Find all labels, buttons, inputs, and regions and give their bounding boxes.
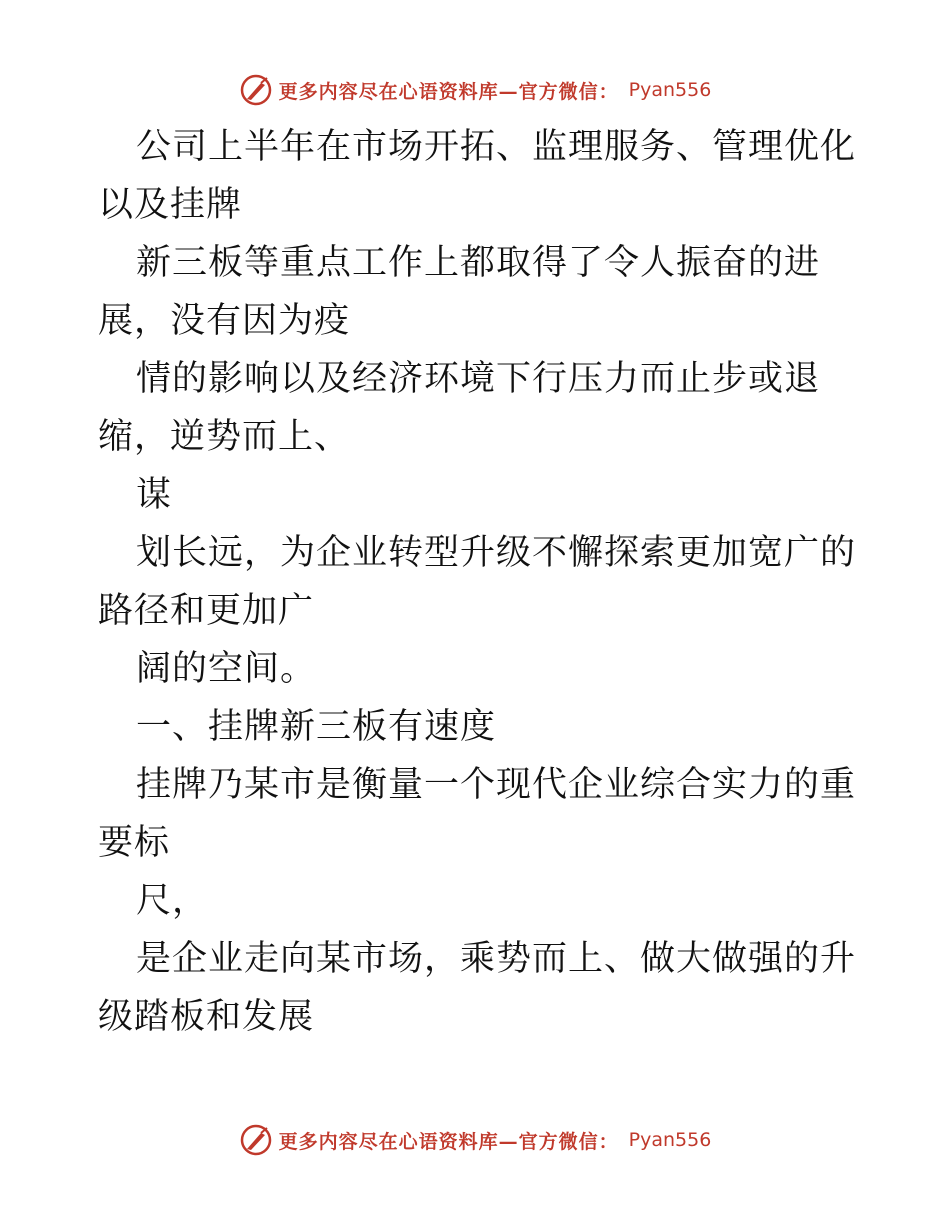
footer-watermark-banner (0, 1120, 950, 1160)
paragraph: 新三板等重点工作上都取得了令人振奋的进展，没有因为疫 (98, 243, 821, 341)
paragraph: 划长远，为企业转型升级不懈探索更加宽广的路径和更加广 (98, 533, 857, 631)
paragraph: 情的影响以及经济环境下行压力而止步或退缩，逆势而上、 (98, 359, 821, 457)
header-watermark-banner (0, 70, 950, 110)
section-heading: 一、挂牌新三板有速度 (136, 707, 497, 747)
paragraph: 公司上半年在市场开拓、监理服务、管理优化以及挂牌 (98, 127, 857, 225)
paragraph: 阔的空间。 (136, 649, 317, 689)
paragraph: 谋 (136, 475, 173, 515)
quill-seal-icon (239, 1123, 273, 1157)
quill-seal-icon (239, 73, 273, 107)
paragraph: 挂牌乃某市是衡量一个现代企业综合实力的重要标 (98, 765, 857, 863)
banner-text: 更多内容尽在心语资料库—官方微信： (278, 80, 619, 103)
paragraph: 是企业走向某市场，乘势而上、做大做强的升级踏板和发展 (98, 939, 857, 1037)
banner-text: 更多内容尽在心语资料库—官方微信： (278, 1130, 619, 1153)
banner-wechat-id: Pyan556 (628, 1129, 712, 1151)
banner-wechat-id: Pyan556 (628, 79, 712, 101)
document-body (98, 118, 858, 1046)
paragraph: 尺， (136, 881, 209, 921)
